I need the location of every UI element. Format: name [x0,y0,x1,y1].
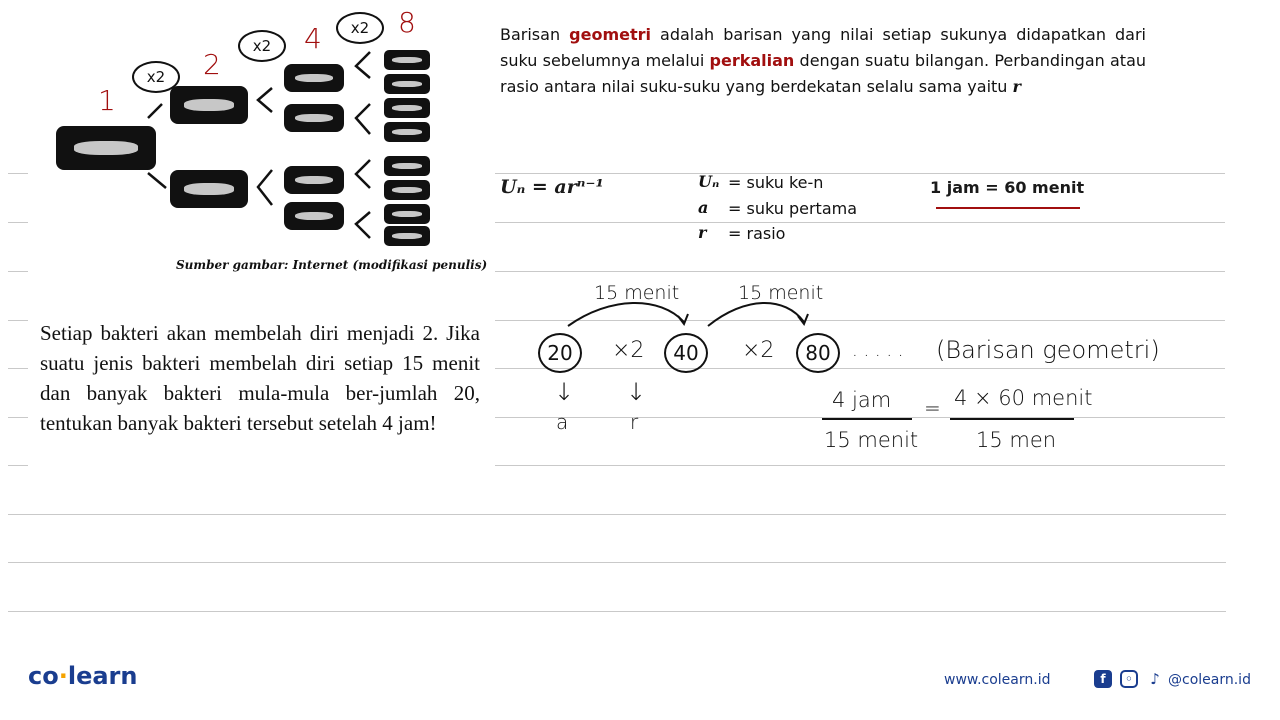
facebook-icon[interactable]: f [1094,670,1112,688]
ruled-line [8,368,28,369]
term-geometri: geometri [569,25,651,44]
tiktok-icon[interactable]: ♪ [1146,670,1164,688]
term-circle: 20 [538,333,582,373]
bacterium-gen8 [384,74,430,94]
website-link[interactable]: www.colearn.id [944,672,1051,688]
time-conversion: 1 jam = 60 menit [930,178,1085,197]
ruled-line [495,368,1225,369]
definition-part: adalah barisan yang nilai setiap sukunya didapatkan dari suku sebelumnya melalui [500,25,1147,70]
generation-label-1: 1 [98,84,116,117]
bacterium-gen1 [56,126,156,170]
ruled-line [8,562,1226,563]
interval-label: 15 menit [594,282,680,304]
colearn-logo [28,662,137,690]
bacterium-gen4 [284,166,344,194]
bacterium-gen8 [384,204,430,224]
ruled-line [495,465,1225,466]
bacterium-gen8 [384,226,430,246]
fraction-numerator: 4 × 60 menit [954,386,1093,410]
generation-label-4: 4 [304,22,322,55]
term-circle: 80 [796,333,840,373]
interval-label: 15 menit [738,282,824,304]
ruled-line [8,514,1226,515]
legend-desc: = suku pertama [728,199,858,218]
ruled-line [8,611,1226,612]
legend-desc: = rasio [728,224,786,243]
problem-statement: Setiap bakteri akan membelah diri menjadi 2. Jika suatu jenis bakteri membelah diri setiap 15 menit dan banyak bakteri mula-mula ber-jumlah 20, tentukan banyak bakteri tersebut setelah 4 jam! [40,321,480,435]
first-term-label: a [556,410,569,434]
down-arrow-icon: ↓ [626,378,647,406]
logo-dot: · [58,662,68,690]
ruled-line [8,222,28,223]
image-caption: Sumber gambar: Internet (modifikasi penulis) [176,258,488,272]
legend-symbol: Uₙ [698,172,720,191]
multiplier-label: ×2 [742,338,775,363]
social-handle[interactable]: @colearn.id [1168,672,1251,688]
term-perkalian: perkalian [709,51,795,70]
bacterium-gen8 [384,180,430,200]
continuation-dots: . . . . . [852,340,904,361]
bacterium-gen8 [384,98,430,118]
ruled-line [495,173,1225,174]
bacterium-gen8 [384,50,430,70]
logo-part: co [28,662,59,690]
bacterium-gen4 [284,104,344,132]
multiplier-oval: x2 [238,30,286,62]
multiplier-oval: x2 [132,61,180,93]
fraction-numerator: 4 jam [832,388,892,412]
bacterium-gen8 [384,122,430,142]
term-circle: 40 [664,333,708,373]
legend-desc: = suku ke-n [728,173,824,192]
generation-label-2: 2 [203,48,221,81]
ruled-line [495,271,1225,272]
fraction-bar [822,418,912,420]
ruled-line [8,271,28,272]
sequence-note: (Barisan geometri) [936,336,1160,364]
ruled-line [8,417,28,418]
ruled-line [8,465,28,466]
generation-label-8: 8 [398,6,416,39]
ruled-line [495,222,1225,223]
definition-part: Barisan [500,25,570,44]
logo-part: learn [67,662,138,690]
legend-symbol: r [698,223,707,242]
fraction-denominator: 15 men [976,428,1057,452]
multiplier-label: ×2 [612,338,645,363]
definition-part: dengan suatu bilangan. Perbandingan atau rasio antara nilai suku-suku yang berdekatan selalu sama yaitu [500,51,1147,96]
bacterium-gen2 [170,170,248,208]
legend-symbol: a [698,198,709,217]
ratio-symbol: r [1012,77,1021,96]
equals-sign: = [924,396,941,420]
instagram-icon[interactable]: ◦ [1120,670,1138,688]
bacterium-gen2 [170,86,248,124]
ratio-label: r [630,410,639,434]
definition-text [500,22,1146,100]
interval-arcs [560,296,820,336]
ruled-line [8,173,28,174]
down-arrow-icon: ↓ [554,378,575,406]
bacterium-gen8 [384,156,430,176]
fraction-bar [950,418,1074,420]
bacterium-gen4 [284,202,344,230]
geometric-formula: Uₙ = arⁿ⁻¹ [500,176,604,198]
bacterium-gen4 [284,64,344,92]
fraction-denominator: 15 menit [824,428,919,452]
ruled-line [8,320,28,321]
multiplier-oval: x2 [336,12,384,44]
conversion-underline [936,207,1080,209]
